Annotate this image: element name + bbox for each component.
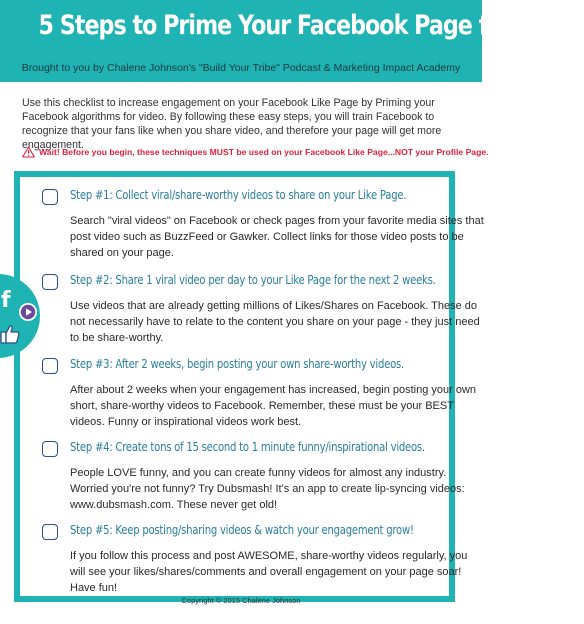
page-title: 5 Steps to Prime Your Facebook Page for Video [38,10,584,41]
step-body: After about 2 weeks when your engagement has increased, begin posting your own short, share-worthy videos to Facebook. Remember, these must be your BEST videos. Funny or inspirational videos work best. [70,384,477,428]
checkbox-icon[interactable] [42,274,58,290]
checkbox-icon[interactable] [42,524,58,540]
checkbox-icon[interactable] [42,358,58,374]
step-title: Step #2: Share 1 viral video per day to your Like Page for the next 2 weeks. [70,272,436,287]
warning-line [22,146,489,158]
step-title: Step #4: Create tons of 15 second to 1 minute funny/inspirational videos. [70,439,425,454]
header-banner [0,0,584,82]
intro-text: Use this checklist to increase engagement on your Facebook Like Page by Priming your Facebook algorithms for video. By following these easy steps, you will train Facebook to recognize that your fans like when you share video, and therefore your page will get more engagement. [22,97,442,151]
step-title: Step #1: Collect viral/share-worthy videos to share on your Like Page. [70,187,407,202]
warning-icon [22,146,35,158]
step-body: Use videos that are already getting millions of Likes/Shares on Facebook. These do not necessarily have to relate to the content you share on your page - they just need to be share-worthy. [70,300,480,344]
checklist-box [14,171,484,602]
page-subtitle: Brought to you by Chalene Johnson's "Build Your Tribe" Podcast & Marketing Impact Academy [21,62,461,74]
warning-text: Wait! Before you begin, these techniques MUST be used on your Facebook Like Page...NOT your Profile Page. [39,147,489,157]
step-body: If you follow this process and post AWESOME, share-worthy videos regularly, you will see your likes/shares/comments and overall engagement on your page soar! Have fun! [70,550,468,594]
step-title: Step #3: After 2 weeks, begin posting your own share-worthy videos. [70,356,404,371]
step-title: Step #5: Keep posting/sharing videos & watch your engagement grow! [70,522,414,537]
thumbs-up-icon [0,322,22,351]
facebook-icon: f [1,288,11,313]
step-body: People LOVE funny, and you can create funny videos for almost any industry. Worried you're not funny? Try Dubsmash! It's an app to create lip-syncing videos: www.dubsmash.com. These never get old! [70,467,465,511]
checkbox-icon[interactable] [42,441,58,457]
step-body: Search "viral videos" on Facebook or check pages from your favorite media sites that post video such as BuzzFeed or Gawker. Collect links for those video posts to be shared on your page. [70,215,484,259]
copyright: Copyright © 2015 Chalene Johnson [181,596,301,605]
checkbox-icon[interactable] [42,189,58,205]
